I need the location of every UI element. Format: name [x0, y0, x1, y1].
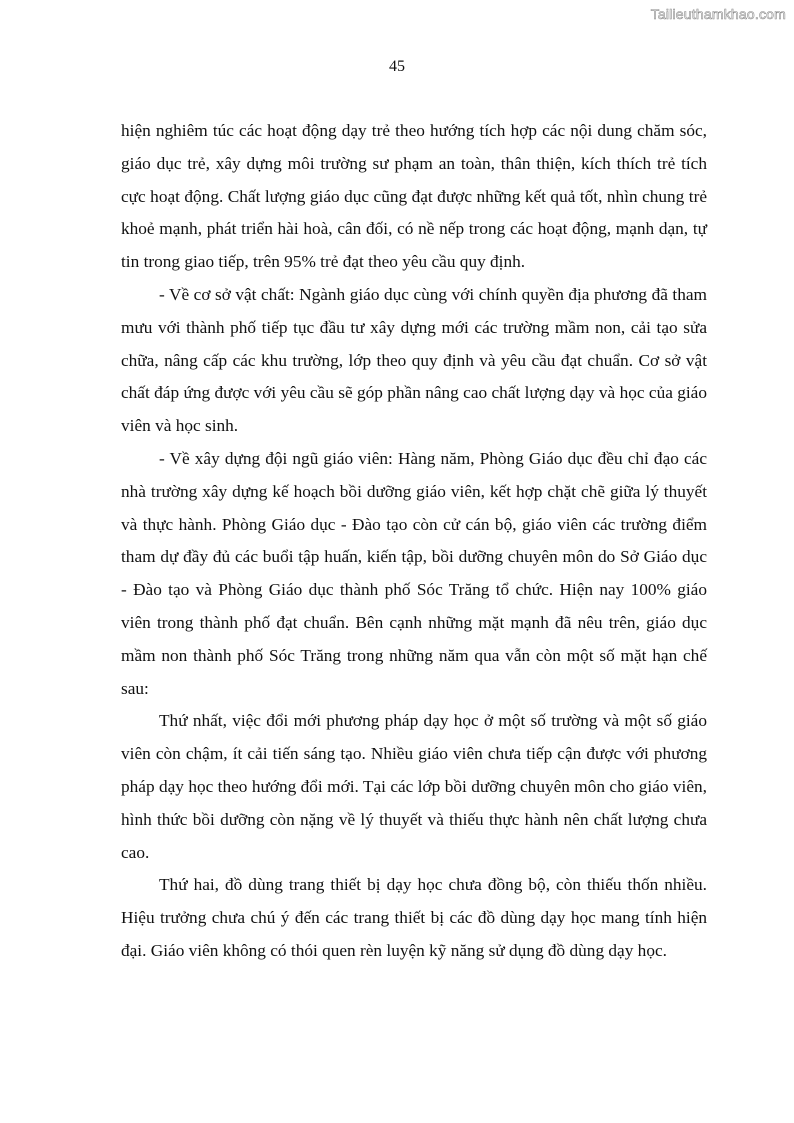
paragraph-3: - Về xây dựng đội ngũ giáo viên: Hàng năm, Phòng Giáo dục đều chỉ đạo các nhà trường xây dựng kế hoạch bồi dưỡng giáo viên, kết hợp chặt chẽ giữa lý thuyết và thực hành. Phòng Giáo dục - Đào tạo còn cử cán bộ, giáo viên các trường điểm tham dự đầy đủ các buổi tập huấn, kiến tập, bồi dưỡng chuyên môn do Sở Giáo dục - Đào tạo và Phòng Giáo dục thành phố Sóc Trăng tổ chức. Hiện nay 100% giáo viên trong thành phố đạt chuẩn. Bên cạnh những mặt mạnh đã nêu trên, giáo dục mầm non thành phố Sóc Trăng trong những năm qua vẫn còn một số mặt hạn chế sau:: [121, 448, 707, 698]
paragraph-4: Thứ nhất, việc đổi mới phương pháp dạy học ở một số trường và một số giáo viên còn chậm, ít cải tiến sáng tạo. Nhiều giáo viên chưa tiếp cận được với phương pháp dạy học theo hướng đổi mới. Tại các lớp bồi dưỡng chuyên môn cho giáo viên, hình thức bồi dưỡng còn nặng về lý thuyết và thiếu thực hành nên chất lượng chưa cao.: [121, 711, 707, 862]
paragraph-1: hiện nghiêm túc các hoạt động dạy trẻ theo hướng tích hợp các nội dung chăm sóc, giáo dục trẻ, xây dựng môi trường sư phạm an toàn, thân thiện, kích thích trẻ tích cực hoạt động. Chất lượng giáo dục cũng đạt được những kết quả tốt, nhìn chung trẻ khoẻ mạnh, phát triển hài hoà, cân đối, có nề nếp trong các hoạt động, mạnh dạn, tự tin trong giao tiếp, trên 95% trẻ đạt theo yêu cầu quy định.: [121, 121, 707, 272]
watermark: Tailieuthamkhao.com: [650, 6, 786, 22]
page-number: 45: [389, 58, 405, 75]
paragraph-5: Thứ hai, đồ dùng trang thiết bị dạy học chưa đồng bộ, còn thiếu thốn nhiều. Hiệu trưởng chưa chú ý đến các trang thiết bị các đồ dùng dạy học mang tính hiện đại. Giáo viên không có thói quen rèn luyện kỹ năng sử dụng đồ dùng dạy học.: [121, 875, 707, 960]
paragraph-2: - Về cơ sở vật chất: Ngành giáo dục cùng với chính quyền địa phương đã tham mưu với thành phố tiếp tục đầu tư xây dựng mới các trường mầm non, cải tạo sửa chữa, nâng cấp các khu trường, lớp theo quy định và yêu cầu đạt chuẩn. Cơ sở vật chất đáp ứng được với yêu cầu sẽ góp phần nâng cao chất lượng dạy và học của giáo viên và học sinh.: [121, 284, 707, 436]
document-body: [121, 115, 707, 968]
